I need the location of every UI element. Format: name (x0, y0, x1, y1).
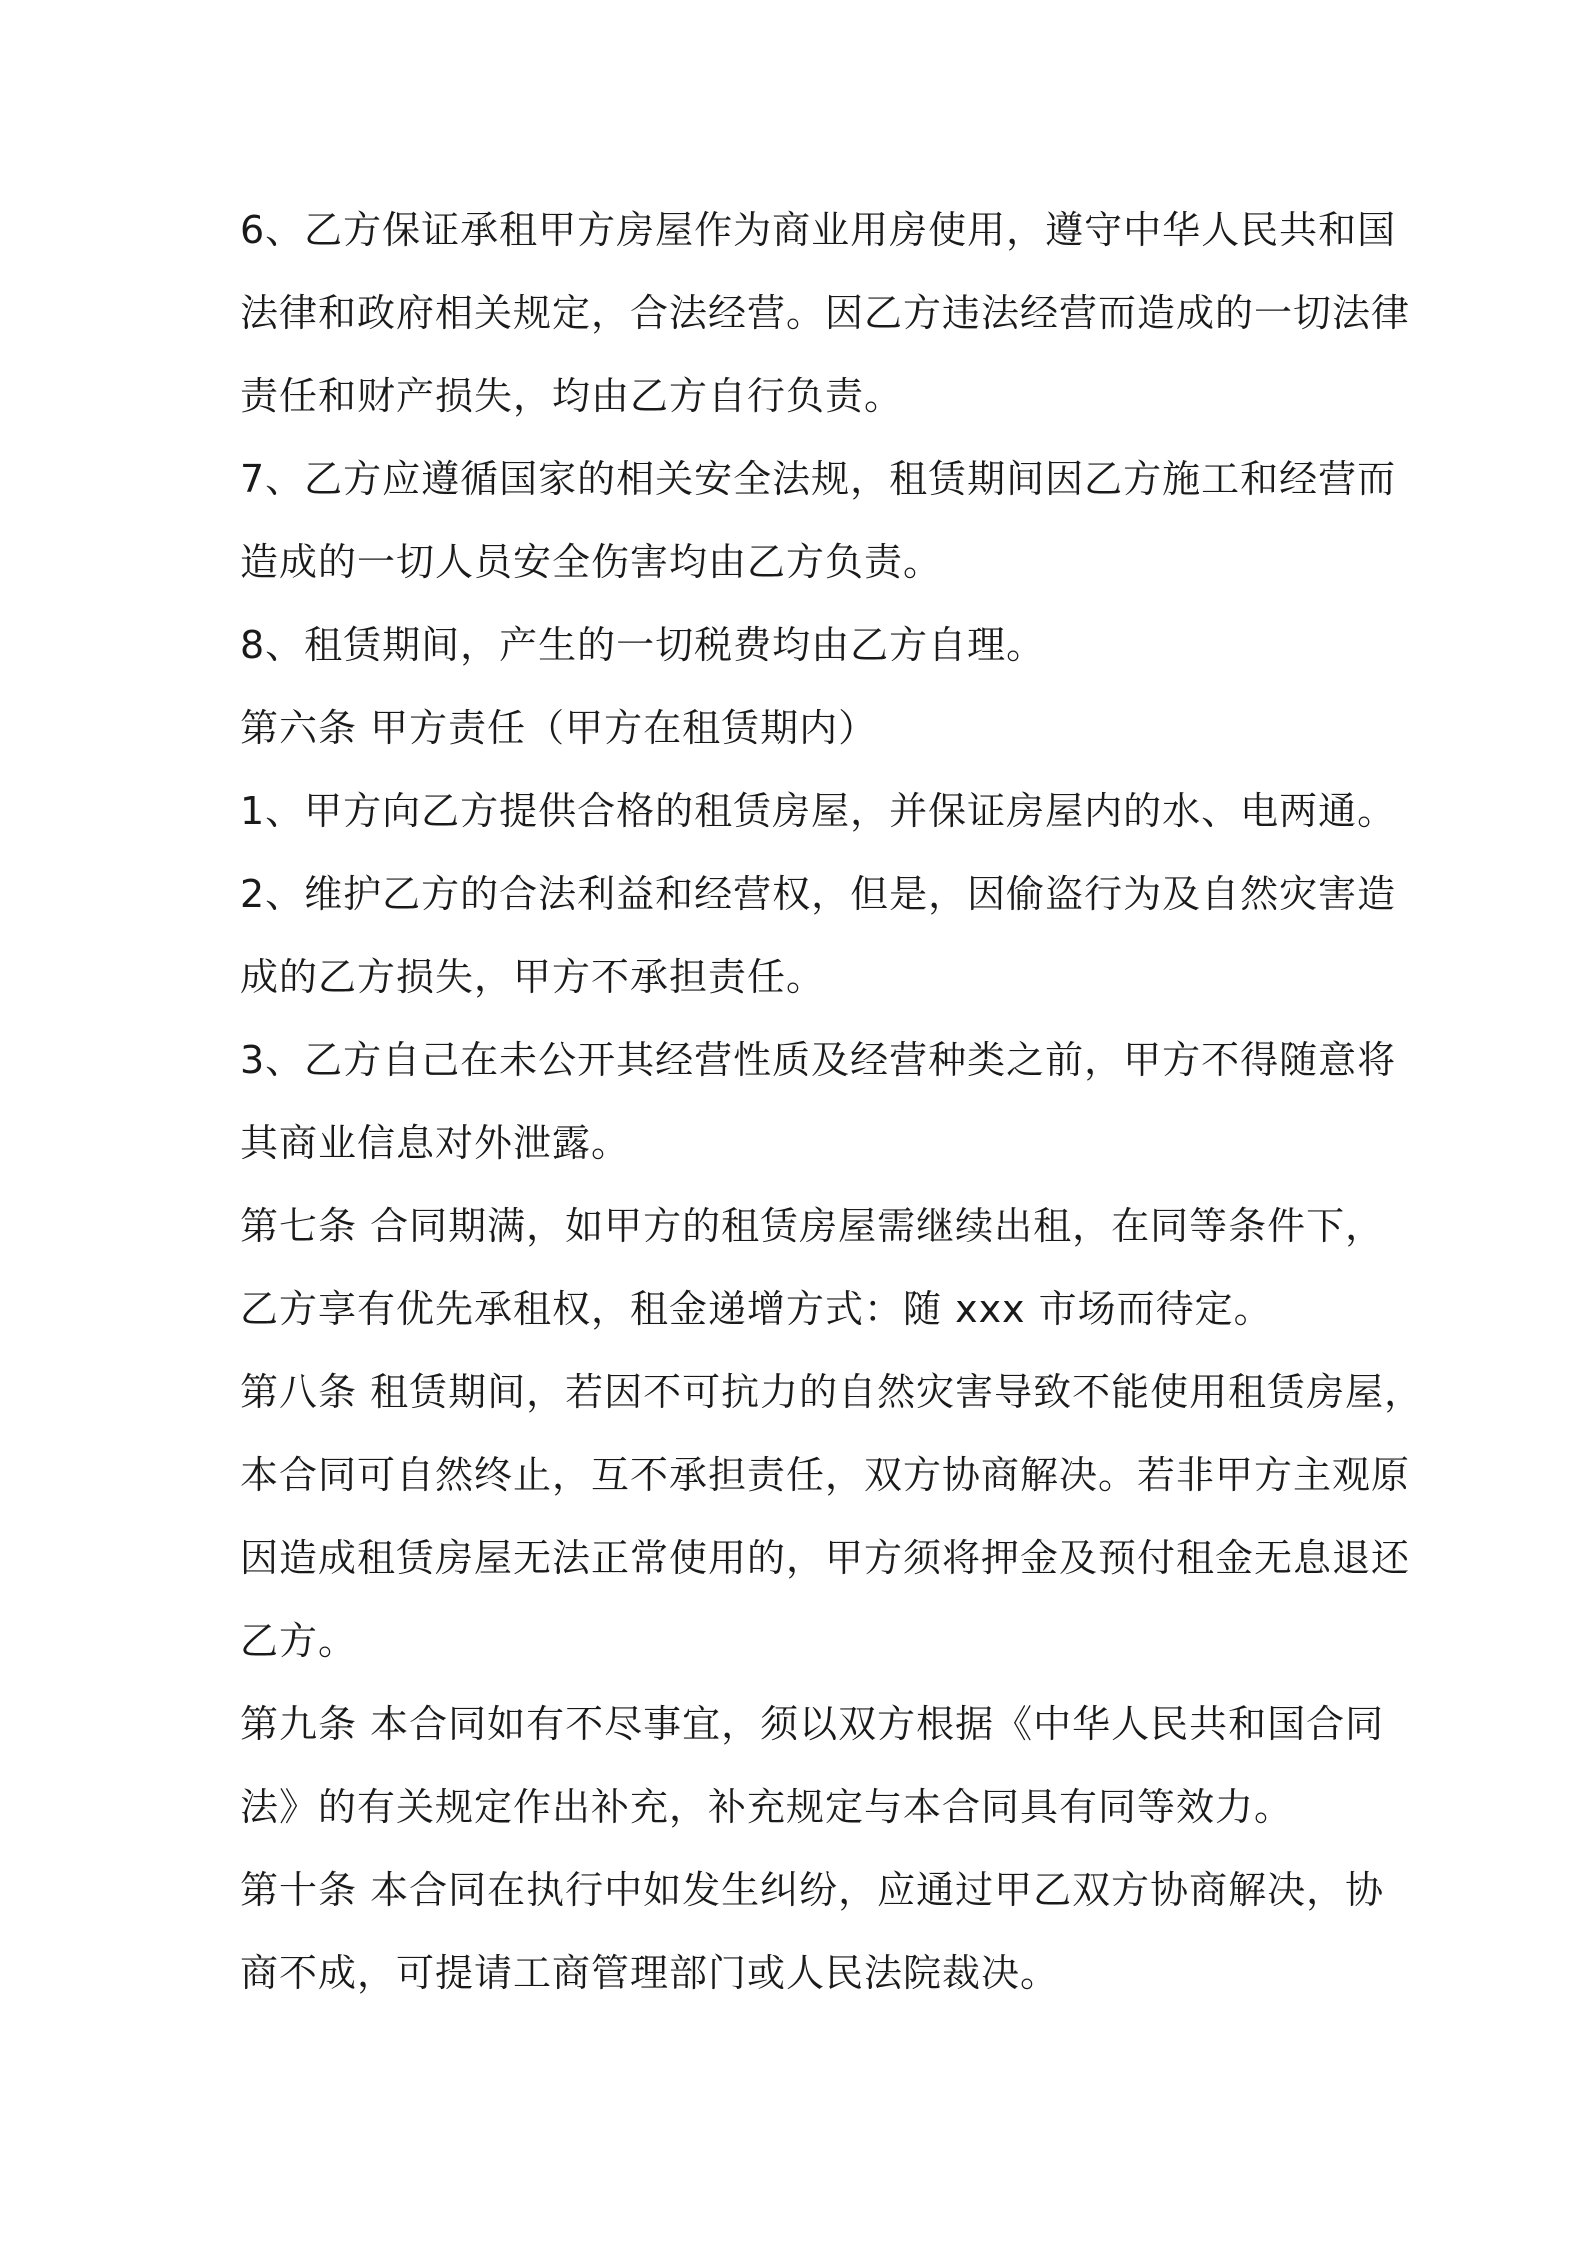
article-6-heading: 第六条 甲方责任（甲方在租赁期内） (240, 706, 878, 750)
article-6-item-1: 1、甲方向乙方提供合格的租赁房屋，并保证房屋内的水、电两通。 (240, 789, 1397, 833)
article-8-line-1: 第八条 租赁期间，若因不可抗力的自然灾害导致不能使用租赁房屋， (240, 1370, 1424, 1414)
article-7-line-1: 第七条 合同期满，如甲方的租赁房屋需继续出租，在同等条件下， (240, 1204, 1385, 1248)
article-8-line-3: 因造成租赁房屋无法正常使用的，甲方须将押金及预付租金无息退还 (240, 1536, 1411, 1580)
article-10-line-2: 商不成，可提请工商管理部门或人民法院裁决。 (240, 1951, 1060, 1995)
article-8-line-2: 本合同可自然终止，互不承担责任，双方协商解决。若非甲方主观原 (240, 1453, 1411, 1497)
article-9-line-2: 法》的有关规定作出补充，补充规定与本合同具有同等效力。 (240, 1785, 1294, 1829)
article-10-line-1: 第十条 本合同在执行中如发生纠纷，应通过甲乙双方协商解决，协 (240, 1868, 1385, 1912)
clause-7-line-2: 造成的一切人员安全伤害均由乙方负责。 (240, 540, 943, 584)
article-9-line-1: 第九条 本合同如有不尽事宜，须以双方根据《中华人民共和国合同 (240, 1702, 1385, 1746)
clause-7-line-1: 7、乙方应遵循国家的相关安全法规，租赁期间因乙方施工和经营而 (240, 457, 1397, 501)
article-6-item-3-line-1: 3、乙方自己在未公开其经营性质及经营种类之前，甲方不得随意将 (240, 1038, 1397, 1082)
clause-6-line-3: 责任和财产损失，均由乙方自行负责。 (240, 374, 904, 418)
article-6-item-2-line-2: 成的乙方损失，甲方不承担责任。 (240, 955, 826, 999)
article-7-line-2: 乙方享有优先承租权，租金递增方式：随 xxx 市场而待定。 (240, 1287, 1273, 1331)
clause-6-line-1: 6、乙方保证承租甲方房屋作为商业用房使用，遵守中华人民共和国 (240, 208, 1397, 252)
clause-8-line-1: 8、租赁期间，产生的一切税费均由乙方自理。 (240, 623, 1046, 667)
document-body (240, 193, 1424, 2019)
article-8-line-4: 乙方。 (240, 1619, 358, 1663)
clause-6-line-2: 法律和政府相关规定，合法经营。因乙方违法经营而造成的一切法律 (240, 291, 1411, 335)
article-6-item-2-line-1: 2、维护乙方的合法利益和经营权，但是，因偷盗行为及自然灾害造 (240, 872, 1397, 916)
article-6-item-3-line-2: 其商业信息对外泄露。 (240, 1121, 631, 1165)
